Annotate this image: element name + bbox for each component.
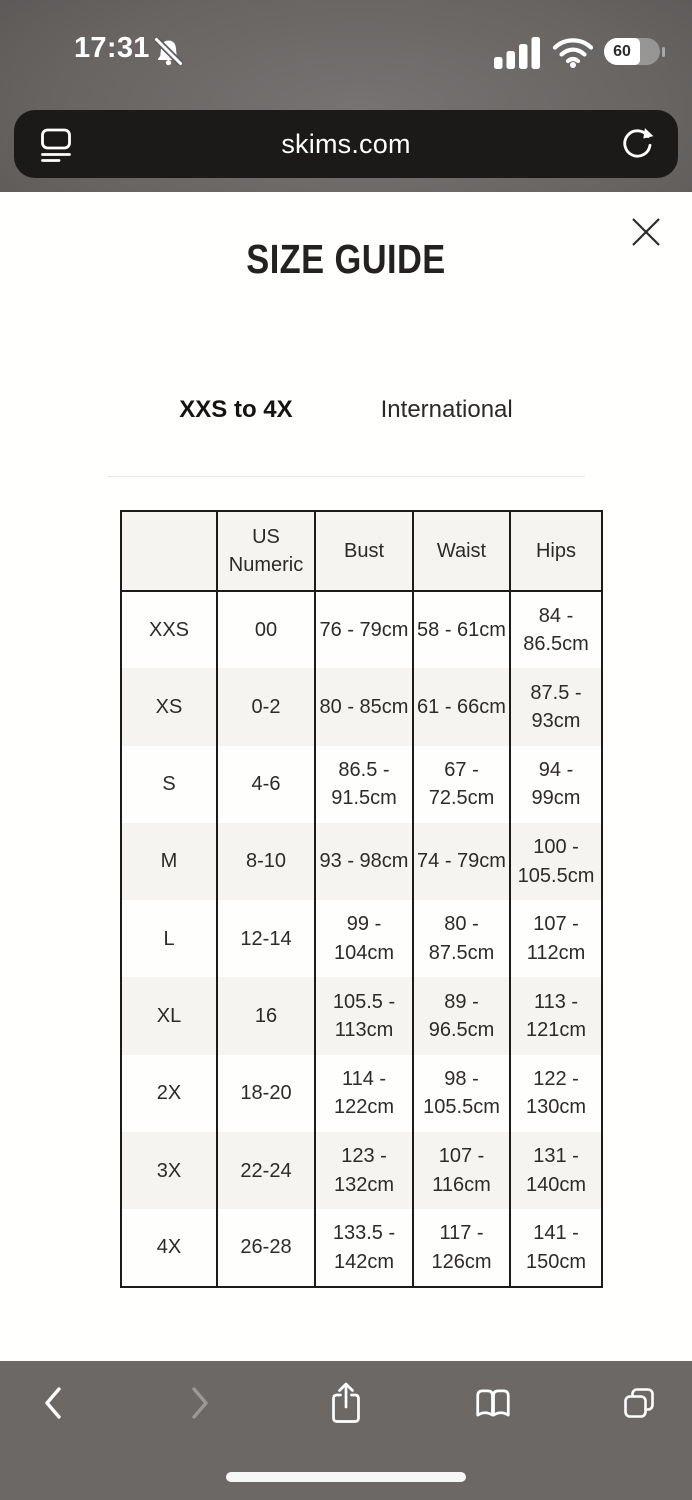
bust-cell: 133.5 - 142cm [315,1209,413,1286]
size-label: XL [156,1004,182,1027]
reload-icon[interactable] [618,125,656,163]
us-numeric-cell: 8-10 [217,823,315,900]
table-row [121,823,602,900]
tab-international[interactable]: International [381,392,513,428]
table-row [121,1055,602,1132]
size-guide-tabs [0,392,692,428]
hips-cell: 107 - 112cm [510,900,602,977]
size-label: S [162,773,176,796]
status-bar [0,30,692,72]
size-label: XS [155,695,183,718]
url-text: skims.com [281,128,411,159]
bust-cell: 80 - 85cm [315,668,413,745]
us-numeric-cell: 12-14 [217,900,315,977]
bust-cell: 86.5 - 91.5cm [315,746,413,823]
table-header-row [121,511,602,591]
url-bar[interactable] [14,110,678,178]
battery-nub-icon [662,47,666,57]
hips-cell: 100 - 105.5cm [510,823,602,900]
table-row [121,900,602,977]
bust-cell: 93 - 98cm [315,823,413,900]
tabs-icon[interactable] [616,1375,662,1431]
home-indicator[interactable] [226,1472,466,1482]
hips-cell: 131 - 140cm [510,1132,602,1209]
table-row [121,1132,602,1209]
size-label: L [163,927,175,950]
size-label: M [160,850,178,873]
table-row [121,1209,602,1286]
battery-percent: 60 [613,42,631,60]
us-numeric-cell: 22-24 [217,1132,315,1209]
size-label: 2X [156,1082,182,1105]
back-button[interactable] [30,1375,76,1431]
header-us-numeric: US Numeric [217,511,315,591]
cellular-signal-icon [494,37,542,69]
status-time: 17:31 [74,32,150,64]
safari-top-chrome [0,0,692,192]
us-numeric-cell: 16 [217,977,315,1054]
waist-cell: 61 - 66cm [413,668,510,745]
hips-cell: 113 - 121cm [510,977,602,1054]
size-label: XXS [148,618,190,641]
size-label: 3X [156,1159,182,1182]
hips-cell: 94 - 99cm [510,746,602,823]
bust-cell: 123 - 132cm [315,1132,413,1209]
us-numeric-cell: 0-2 [217,668,315,745]
table-row [121,668,602,745]
battery-indicator [604,38,660,65]
bust-cell: 99 - 104cm [315,900,413,977]
us-numeric-cell: 00 [217,591,315,668]
tabs-divider [108,476,585,477]
share-icon[interactable] [323,1375,369,1431]
size-chart-table [120,510,603,1288]
table-row [121,591,602,668]
table-row [121,746,602,823]
modal-title: SIZE GUIDE [246,236,446,282]
header-hips: Hips [510,511,602,591]
header-bust: Bust [315,511,413,591]
waist-cell: 67 - 72.5cm [413,746,510,823]
us-numeric-cell: 26-28 [217,1209,315,1286]
wifi-icon [552,37,594,68]
waist-cell: 74 - 79cm [413,823,510,900]
bell-slash-icon [152,35,185,68]
forward-button[interactable] [177,1375,223,1431]
bookmarks-icon[interactable] [470,1375,516,1431]
us-numeric-cell: 18-20 [217,1055,315,1132]
hips-cell: 122 - 130cm [510,1055,602,1132]
bust-cell: 114 - 122cm [315,1055,413,1132]
waist-cell: 80 - 87.5cm [413,900,510,977]
waist-cell: 58 - 61cm [413,591,510,668]
header-waist: Waist [413,511,510,591]
table-row [121,977,602,1054]
size-label: 4X [156,1236,182,1259]
hips-cell: 84 - 86.5cm [510,591,602,668]
waist-cell: 117 - 126cm [413,1209,510,1286]
hips-cell: 87.5 - 93cm [510,668,602,745]
waist-cell: 107 - 116cm [413,1132,510,1209]
size-guide-modal [0,192,692,1361]
hips-cell: 141 - 150cm [510,1209,602,1286]
waist-cell: 89 - 96.5cm [413,977,510,1054]
bust-cell: 76 - 79cm [315,591,413,668]
waist-cell: 98 - 105.5cm [413,1055,510,1132]
header-size [121,511,217,591]
us-numeric-cell: 4-6 [217,746,315,823]
safari-bottom-toolbar [0,1361,692,1500]
page-menu-icon[interactable] [40,127,74,163]
tab-xxs-to-4x[interactable]: XXS to 4X [179,392,292,428]
bust-cell: 105.5 - 113cm [315,977,413,1054]
